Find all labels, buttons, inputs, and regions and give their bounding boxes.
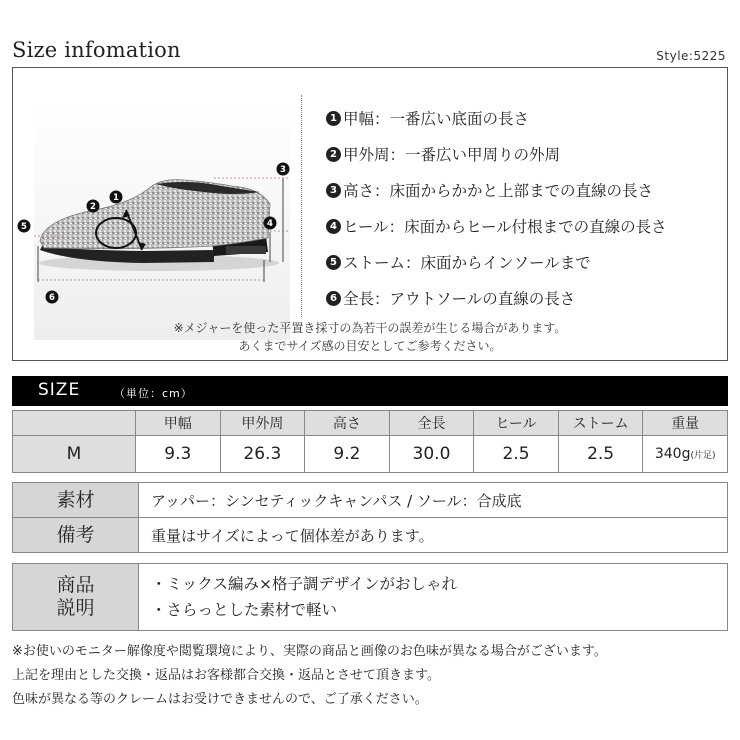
value-cell: 30.0: [389, 436, 474, 473]
description-label: [13, 564, 139, 631]
legend-text: 甲幅：一番広い底面の長さ: [343, 110, 530, 128]
size-table: [12, 410, 728, 473]
remarks-value: 重量はサイズによって個体差があります。: [139, 518, 728, 553]
legend-item: [326, 208, 667, 244]
description-item: ・ミックス編み×格子調デザインがおしゃれ: [151, 575, 457, 593]
material-label: 素材: [13, 483, 139, 518]
note-line-1: ※メジャーを使った平置き採寸の為若干の誤差が生じる場合があります。: [173, 321, 567, 335]
material-value: アッパー：シンセティックキャンパス / ソール：合成底: [139, 483, 728, 518]
legend-text: 全長：アウトソールの直線の長さ: [343, 290, 576, 308]
description-table: [12, 563, 728, 631]
legend-item: [326, 280, 667, 316]
svg-text:1: 1: [113, 193, 119, 203]
size-table-header: [13, 411, 728, 436]
weight-note: (片足): [690, 451, 716, 461]
number-badge: 6: [326, 291, 341, 306]
footer-line-1: ※お使いのモニター解像度や閲覧環境により、実際の商品と画像のお色味が異なる場合がございます。: [12, 644, 607, 659]
note-line-2: あくまでサイズ感の目安としてご参考ください。: [238, 339, 502, 353]
legend-item: [326, 100, 667, 136]
header-cell: 甲幅: [136, 411, 221, 436]
header-cell: ヒール: [474, 411, 559, 436]
svg-text:5: 5: [21, 222, 27, 232]
number-badge: 2: [326, 147, 341, 162]
material-remarks-table: [12, 482, 728, 553]
description-value: [139, 564, 728, 631]
value-cell: 26.3: [220, 436, 305, 473]
size-unit: （単位：cm）: [114, 387, 193, 400]
page-title: Size infomation: [12, 38, 181, 62]
footer-line-2: 上記を理由とした交換・返品はお客様都合交換・返品とさせて頂きます。: [12, 668, 440, 683]
vertical-divider: [301, 95, 302, 317]
legend-text: ストーム：床面からインソールまで: [343, 254, 591, 272]
header-cell: 全長: [389, 411, 474, 436]
legend-item: [326, 136, 667, 172]
weight-cell: [643, 436, 728, 473]
svg-text:4: 4: [267, 219, 273, 229]
header-cell: 重量: [643, 411, 728, 436]
header-cell: 高さ: [305, 411, 390, 436]
remarks-row: [13, 518, 728, 553]
heel-lift: [226, 246, 266, 254]
legend-item: [326, 172, 667, 208]
number-badge: 1: [326, 111, 341, 126]
weight-value: 340g: [654, 446, 691, 462]
header-cell: ストーム: [558, 411, 643, 436]
shoe-diagram-image: [34, 100, 290, 340]
svg-text:3: 3: [280, 165, 286, 175]
legend-text: ヒール：床面からヒール付根までの直線の長さ: [343, 218, 667, 236]
footer-line-3: 色味が異なる等のクレームはお受けできませんので、ご了承ください。: [12, 692, 428, 707]
value-cell: 2.5: [474, 436, 559, 473]
description-label-line-1: 商品: [56, 574, 95, 596]
header-cell: 甲外周: [220, 411, 305, 436]
style-code: Style:5225: [656, 49, 726, 63]
legend-text: 甲外周：一番広い甲周りの外周: [343, 146, 561, 164]
svg-text:2: 2: [90, 202, 96, 212]
description-row: [13, 564, 728, 631]
legend-item: [326, 244, 667, 280]
number-badge: 4: [326, 219, 341, 234]
description-item: ・さらっとした素材で軽い: [151, 601, 338, 619]
size-name-cell: M: [13, 436, 136, 473]
value-cell: 2.5: [558, 436, 643, 473]
value-cell: 9.2: [305, 436, 390, 473]
measurement-note: [12, 319, 728, 355]
size-section-header: [12, 376, 728, 406]
number-badge: 5: [326, 255, 341, 270]
remarks-label: 備考: [13, 518, 139, 553]
svg-text:6: 6: [49, 293, 55, 303]
size-table-row: [13, 436, 728, 473]
material-row: [13, 483, 728, 518]
measurement-legend: [326, 100, 667, 316]
marker-5-badge: [16, 218, 32, 234]
legend-text: 高さ：床面からかかと上部までの直線の長さ: [343, 182, 654, 200]
header-cell-empty: [13, 411, 136, 436]
description-label-line-2: 説明: [56, 597, 95, 619]
number-badge: 3: [326, 183, 341, 198]
value-cell: 9.3: [136, 436, 221, 473]
footer-notes: [12, 640, 607, 712]
size-label: SIZE: [38, 380, 81, 400]
